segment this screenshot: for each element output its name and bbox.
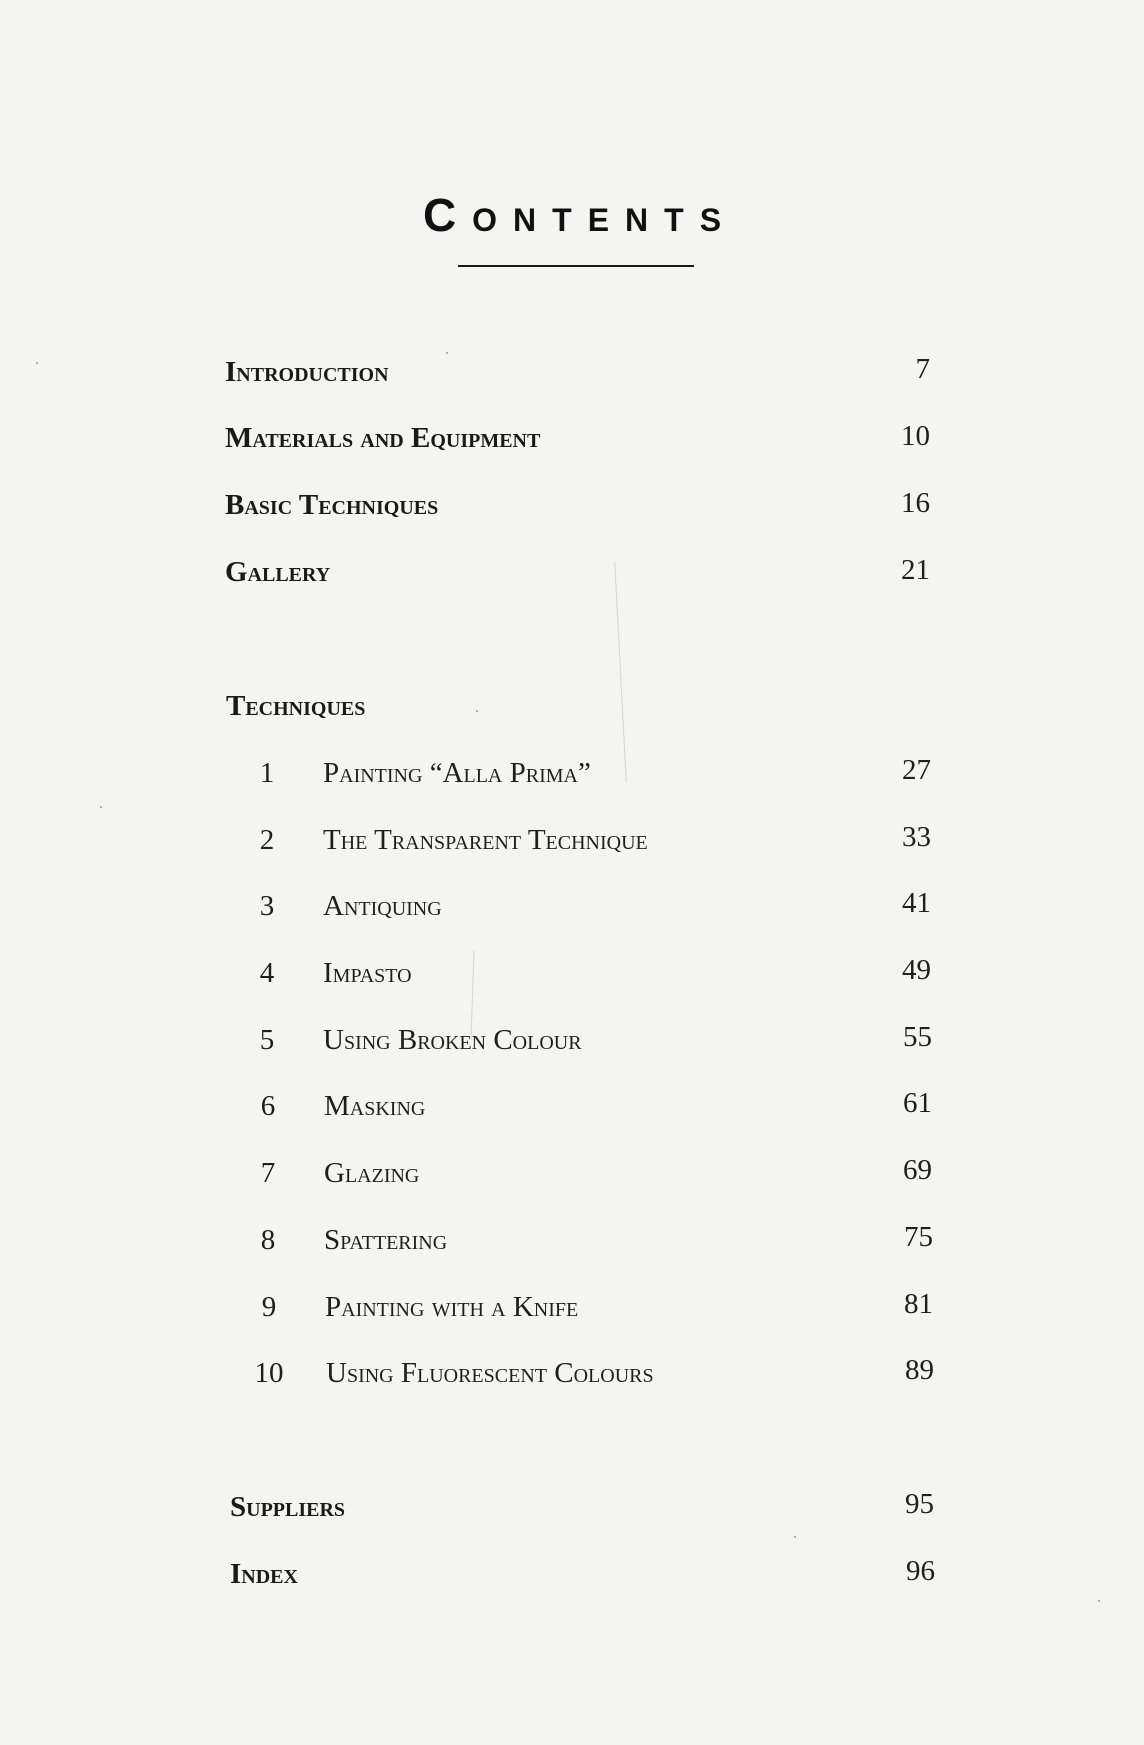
technique-page: 49 bbox=[902, 954, 931, 986]
toc-entry-page: 96 bbox=[906, 1555, 935, 1587]
technique-page: 27 bbox=[902, 754, 931, 786]
toc-entry-page: 10 bbox=[901, 420, 930, 452]
section-heading-techniques: Techniques bbox=[226, 690, 366, 722]
toc-entry-page: 16 bbox=[901, 487, 930, 519]
technique-page: 41 bbox=[902, 887, 931, 919]
technique-label: Masking bbox=[324, 1090, 426, 1122]
toc-entry-label: Index bbox=[230, 1558, 298, 1590]
toc-entry-label: Introduction bbox=[225, 356, 389, 388]
paper-speck bbox=[1098, 1600, 1100, 1602]
technique-number: 4 bbox=[259, 957, 275, 989]
technique-page: 75 bbox=[904, 1221, 933, 1253]
paper-scratch bbox=[614, 562, 627, 782]
technique-number: 3 bbox=[259, 890, 275, 922]
technique-number: 8 bbox=[260, 1224, 276, 1256]
technique-label: The Transparent Technique bbox=[323, 824, 648, 856]
technique-number: 6 bbox=[260, 1090, 276, 1122]
toc-entry-label: Materials and Equipment bbox=[225, 422, 541, 454]
toc-entry-page: 7 bbox=[915, 353, 930, 385]
technique-number: 5 bbox=[259, 1024, 275, 1056]
technique-page: 69 bbox=[903, 1154, 932, 1186]
technique-number: 10 bbox=[254, 1357, 284, 1389]
technique-number: 7 bbox=[260, 1157, 276, 1189]
technique-label: Using Fluorescent Colours bbox=[326, 1357, 654, 1389]
toc-entry-label: Basic Techniques bbox=[225, 489, 439, 521]
paper-speck bbox=[36, 362, 38, 364]
page-title: Contents bbox=[422, 189, 738, 241]
paper-speck bbox=[100, 806, 102, 808]
technique-label: Painting with a Knife bbox=[325, 1291, 579, 1323]
technique-page: 33 bbox=[902, 821, 931, 853]
technique-label: Spattering bbox=[324, 1224, 448, 1256]
technique-label: Glazing bbox=[324, 1157, 420, 1189]
technique-number: 2 bbox=[259, 824, 275, 856]
technique-label: Impasto bbox=[323, 957, 412, 989]
technique-page: 89 bbox=[905, 1354, 934, 1386]
technique-number: 9 bbox=[261, 1291, 277, 1323]
title-underline bbox=[458, 265, 694, 267]
toc-entry-label: Suppliers bbox=[230, 1491, 346, 1523]
technique-page: 55 bbox=[903, 1021, 932, 1053]
technique-page: 61 bbox=[903, 1087, 932, 1119]
technique-number: 1 bbox=[259, 757, 275, 789]
toc-entry-page: 95 bbox=[905, 1488, 934, 1520]
toc-entry-label: Gallery bbox=[225, 556, 331, 588]
technique-label: Using Broken Colour bbox=[323, 1024, 582, 1056]
technique-label: Antiquing bbox=[323, 890, 442, 922]
technique-page: 81 bbox=[904, 1288, 933, 1320]
technique-label: Painting “Alla Prima” bbox=[323, 757, 591, 789]
paper-speck bbox=[794, 1536, 796, 1538]
paper-speck bbox=[476, 710, 478, 712]
paper-speck bbox=[446, 352, 448, 354]
toc-entry-page: 21 bbox=[901, 554, 930, 586]
